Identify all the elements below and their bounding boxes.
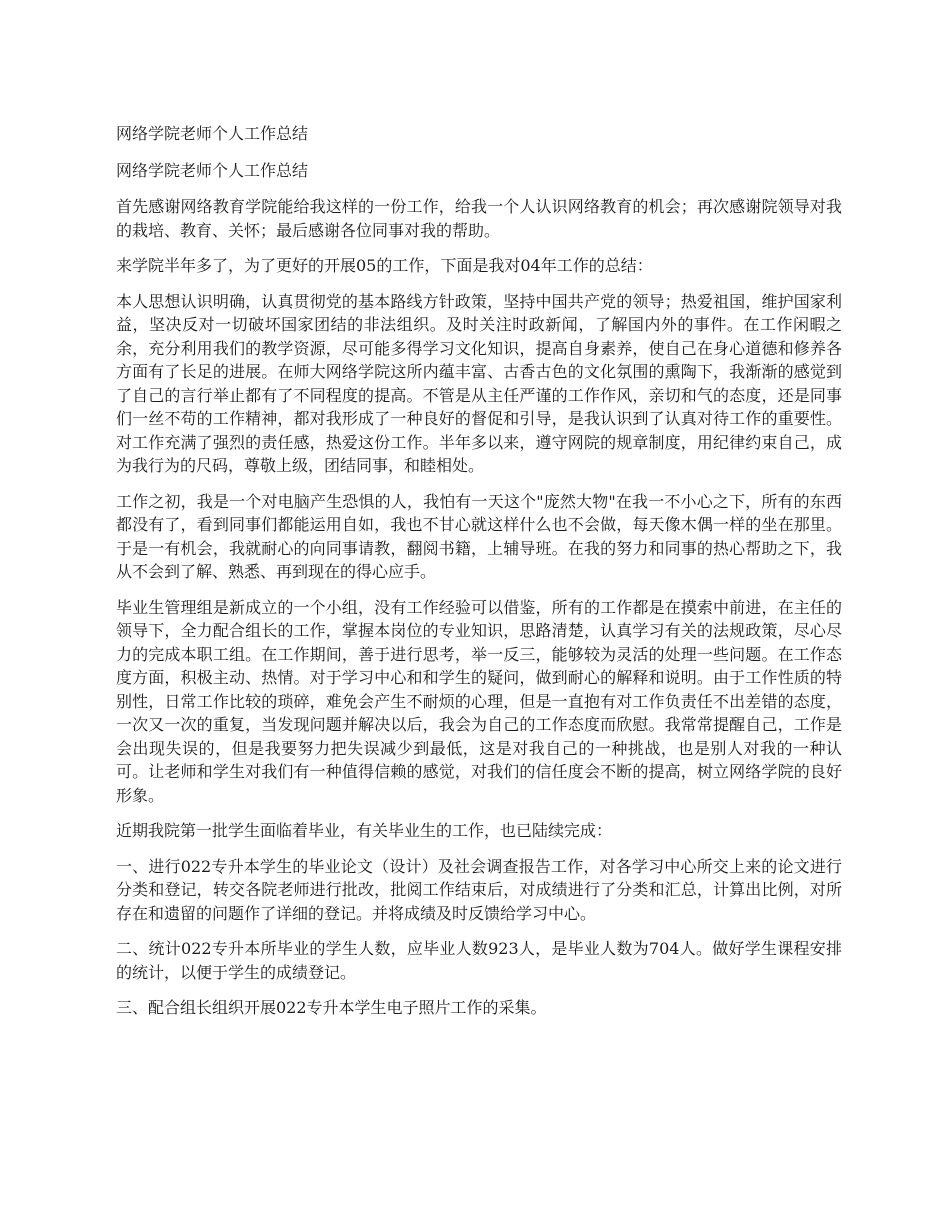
paragraph-item-1: 一、进行022专升本学生的毕业论文（设计）及社会调查报告工作，对各学习中心所交上来的论文进行分类和登记，转交各院老师进行批改，批阅工作结束后，对成绩进行了分类和汇总，计算出比例，对所存在和遗留的问题作了详细的登记。并将成绩及时反馈给学习中心。 — [116, 856, 842, 923]
paragraph-graduation-intro: 近期我院第一批学生面临着毕业，有关毕业生的工作，也已陆续完成： — [116, 821, 613, 840]
paragraph-item-3: 三、配合组长组织开展022专升本学生电子照片工作的采集。 — [116, 998, 547, 1017]
document-subtitle: 网络学院老师个人工作总结 — [116, 160, 309, 180]
document-title: 网络学院老师个人工作总结 — [116, 124, 309, 143]
document-page — [116, 122, 842, 1032]
paragraph-graduate-management: 毕业生管理组是新成立的一个小组，没有工作经验可以借鉴，所有的工作都是在摸索中前进，在主任的领导下，全力配合组长的工作，掌握本岗位的专业知识，思路清楚，认真学习有关的法规政策，尽心尽力的完成本职工组。在工作期间，善于进行思考，举一反三，能够较为灵活的处理一些问题。在工作态度方面，积极主动、热情。对于学习中心和和学生的疑问，做到耐心的解释和说明。由于工作性质的特别性，日常工作比较的琐碎，难免会产生不耐烦的心理，但是一直抱有对工作负责任不出差错的态度，一次又一次的重复，当发现问题并解决以后，我会为自己的工作态度而欣慰。我常常提醒自己，工作是会出现失误的，但是我要努力把失误减少到最低，这是对我自己的一种挑战，也是别人对我的一种认可。让老师和学生对我们有一种值得信赖的感觉，对我们的信任度会不断的提高，树立网络学院的良好形象。 — [116, 597, 842, 805]
paragraph-computer-learning: 工作之初，我是一个对电脑产生恐惧的人，我怕有一天这个"庞然大物"在我一不小心之下，所有的东西都没有了，看到同事们都能运用自如，我也不甘心就这样什么也不会做，每天像木偶一样的坐在那里。于是一有机会，我就耐心的向同事请教，翻阅书籍，上辅导班。在我的努力和同事的热心帮助之下，我从不会到了解、熟悉、再到现在的得心应手。 — [116, 491, 842, 581]
paragraph-thanks: 首先感谢网络教育学院能给我这样的一份工作，给我一个人认识网络教育的机会；再次感谢院领导对我的栽培、教育、关怀；最后感谢各位同事对我的帮助。 — [116, 197, 842, 240]
paragraph-item-2: 二、统计022专升本所毕业的学生人数，应毕业人数923人，是毕业人数为704人。做好学生课程安排的统计，以便于学生的成绩登记。 — [116, 939, 842, 982]
paragraph-ideology: 本人思想认识明确，认真贯彻党的基本路线方针政策，坚持中国共产党的领导；热爱祖国，维护国家利益，坚决反对一切破坏国家团结的非法组织。及时关注时政新闻，了解国内外的事件。在工作闲暇之余，充分利用我们的教学资源，尽可能多得学习文化知识，提高自身素养，使自己在身心道德和修养各方面有了长足的进展。在师大网络学院这所内蕴丰富、古香古色的文化氛围的熏陶下，我渐渐的感觉到了自己的言行举止都有了不同程度的提高。不管是从主任严谨的工作作风，亲切和气的态度，还是同事们一丝不苟的工作精神，都对我形成了一种良好的督促和引导，是我认识到了认真对待工作的重要性。对工作充满了强烈的责任感，热爱这份工作。半年多以来，遵守网院的规章制度，用纪律约束自己，成为我行为的尺码，尊敬上级，团结同事，和睦相处。 — [116, 291, 842, 475]
paragraph-intro: 来学院半年多了，为了更好的开展05的工作，下面是我对04年工作的总结： — [116, 256, 653, 275]
